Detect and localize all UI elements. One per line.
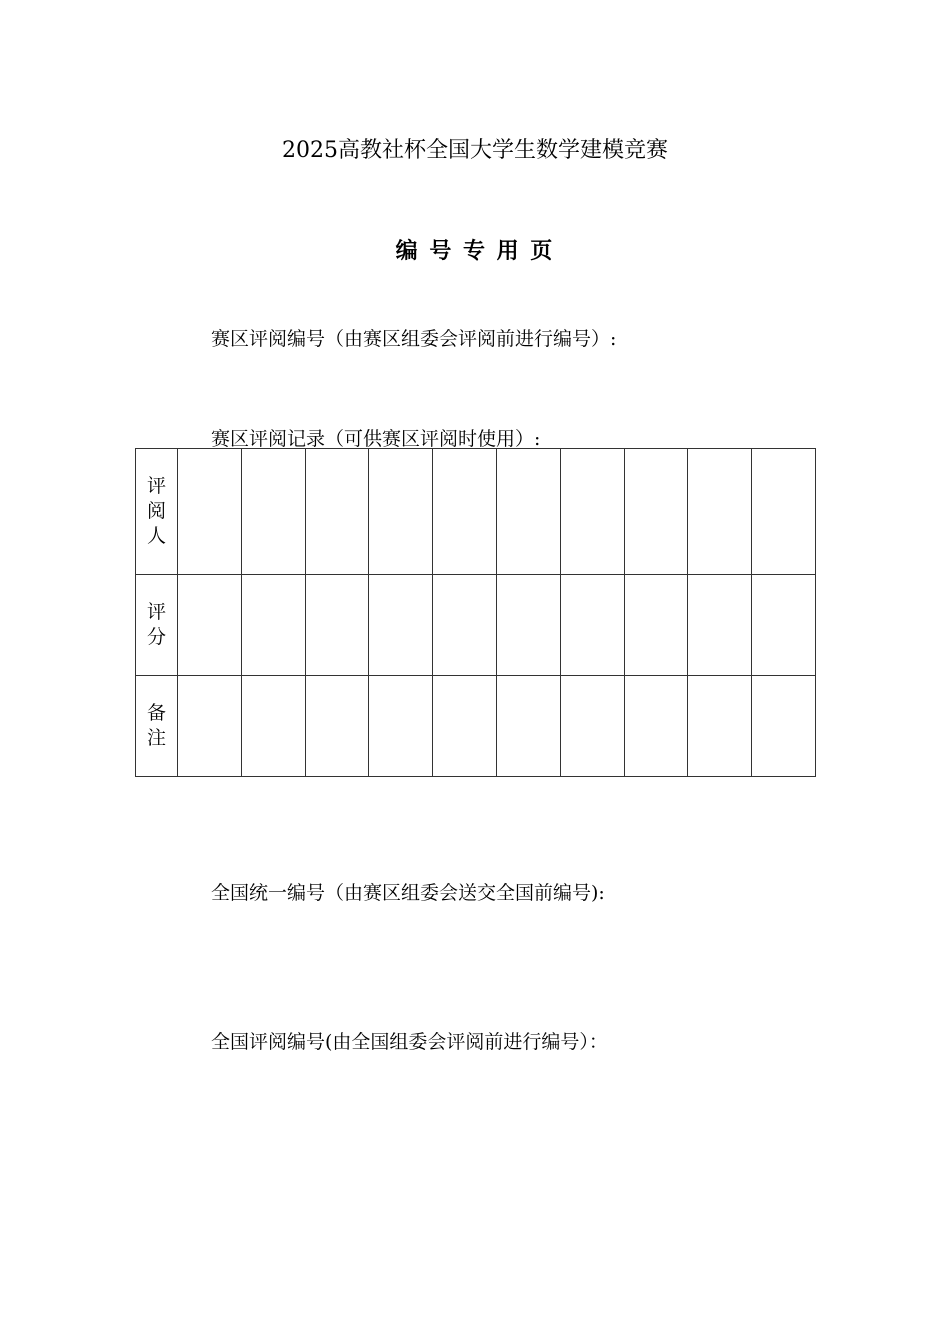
table-cell[interactable] <box>178 575 242 676</box>
row-header-score <box>136 575 178 676</box>
row-header-char: 阅 <box>146 500 166 522</box>
table-cell[interactable] <box>688 676 752 777</box>
table-cell[interactable] <box>369 676 433 777</box>
table-cell[interactable] <box>496 449 560 575</box>
table-cell[interactable] <box>433 575 497 676</box>
table-cell[interactable] <box>369 449 433 575</box>
table-cell[interactable] <box>178 676 242 777</box>
national-number-label: 全国统一编号（由赛区组委会送交全国前编号): <box>211 882 605 904</box>
document-subtitle: 编 号 专 用 页 <box>395 238 555 264</box>
table-row-reviewer <box>136 449 816 575</box>
row-header-notes <box>136 676 178 777</box>
row-header-char: 人 <box>146 525 166 547</box>
table-cell[interactable] <box>241 575 305 676</box>
table-cell[interactable] <box>688 575 752 676</box>
table-cell[interactable] <box>178 449 242 575</box>
row-header-char: 备 <box>146 702 166 724</box>
table-row-notes <box>136 676 816 777</box>
table-cell[interactable] <box>688 449 752 575</box>
row-header-char: 评 <box>146 475 166 497</box>
division-number-label: 赛区评阅编号（由赛区组委会评阅前进行编号）: <box>211 328 617 350</box>
table-cell[interactable] <box>241 676 305 777</box>
table-cell[interactable] <box>369 575 433 676</box>
table-cell[interactable] <box>496 676 560 777</box>
table-cell[interactable] <box>305 449 369 575</box>
table-cell[interactable] <box>560 449 624 575</box>
table-cell[interactable] <box>433 449 497 575</box>
review-record-table <box>135 448 816 777</box>
table-cell[interactable] <box>752 575 816 676</box>
row-header-char: 注 <box>146 727 166 749</box>
document-title: 2025高教社杯全国大学生数学建模竞赛 <box>282 138 668 163</box>
table-cell[interactable] <box>752 676 816 777</box>
table-cell[interactable] <box>624 676 688 777</box>
table-cell[interactable] <box>752 449 816 575</box>
row-header-char: 分 <box>146 626 166 648</box>
table-cell[interactable] <box>624 449 688 575</box>
row-header-reviewer <box>136 449 178 575</box>
table-cell[interactable] <box>624 575 688 676</box>
table-cell[interactable] <box>496 575 560 676</box>
division-record-label: 赛区评阅记录（可供赛区评阅时使用）: <box>211 428 541 450</box>
table-cell[interactable] <box>433 676 497 777</box>
table-cell[interactable] <box>560 575 624 676</box>
table-cell[interactable] <box>560 676 624 777</box>
table-cell[interactable] <box>241 449 305 575</box>
national-review-number-label: 全国评阅编号(由全国组委会评阅前进行编号）： <box>211 1031 608 1053</box>
table-row-score <box>136 575 816 676</box>
table-cell[interactable] <box>305 575 369 676</box>
row-header-char: 评 <box>146 601 166 623</box>
table-cell[interactable] <box>305 676 369 777</box>
